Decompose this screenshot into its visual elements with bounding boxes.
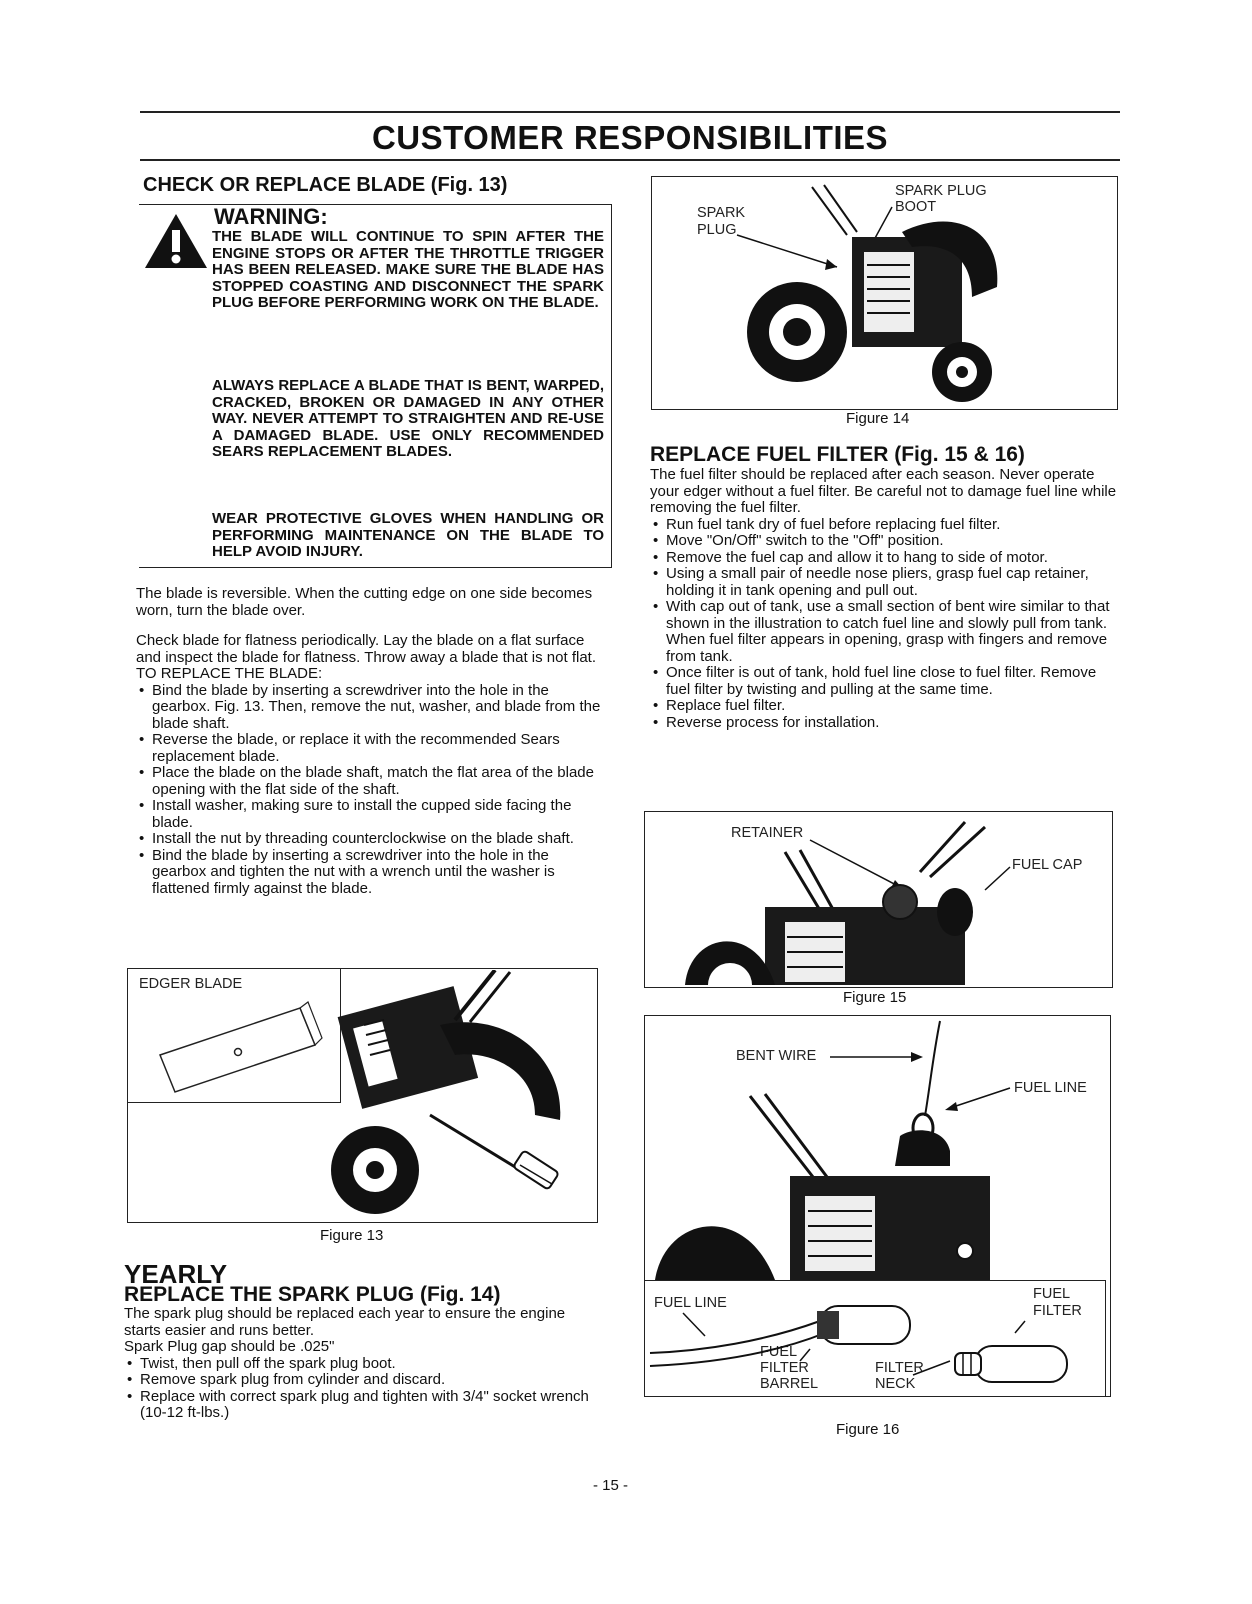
fuel-filter-instructions (650, 467, 1117, 731)
list-item: • Once filter is out of tank, hold fuel line close to fuel filter. Remove fuel filter by twisting and pulling at the same time. (650, 665, 1117, 698)
title-underline (140, 159, 1120, 161)
spark-plug-engine-illustration (652, 177, 1115, 407)
spark-plug-paragraph: The spark plug should be replaced each year to ensure the engine starts easier and runs better. (124, 1305, 566, 1339)
edger-blade-label: EDGER BLADE (139, 976, 243, 992)
inset-barrel-label: BARREL (760, 1376, 819, 1392)
replace-blade-subhead: TO REPLACE THE BLADE: (136, 665, 323, 682)
list-item: • Bind the blade by inserting a screwdriver into the hole in the gearbox and tighten the nut with a wrench until the washer is flattened firmly against the blade. (136, 848, 604, 898)
page-title: CUSTOMER RESPONSIBILITIES (371, 119, 889, 156)
fuel-filter-steps (650, 517, 1117, 732)
spark-plug-instructions (124, 1306, 604, 1422)
fuel-line-label: FUEL LINE (1014, 1080, 1087, 1096)
list-item: • Bind the blade by inserting a screwdriver into the hole in the gearbox. Fig. 13. Then, remove the nut, washer, and blade from the blade shaft. (136, 683, 604, 733)
figure-15-caption: Figure 15 (843, 989, 907, 1006)
inset-neck-label: NECK (875, 1376, 916, 1392)
figure-14-caption: Figure 14 (846, 410, 910, 427)
list-item: • With cap out of tank, use a small section of bent wire similar to that shown in the illustration to catch fuel line and slowly pull from tank. When fuel filter appears in opening, grasp with fingers and remove from tank. (650, 599, 1117, 665)
fuel-filter-paragraph: The fuel filter should be replaced after each season. Never operate your edger without a fuel filter. Be careful not to damage fuel line while removing the fuel filter. (650, 466, 1117, 516)
list-item: • Reverse the blade, or replace it with the recommended Sears replacement blade. (136, 732, 604, 765)
list-item: • Twist, then pull off the spark plug boot. (124, 1356, 604, 1373)
list-item: • Replace fuel filter. (650, 698, 1117, 715)
spark-plug-gap: Spark Plug gap should be .025" (124, 1338, 335, 1355)
figure-13-caption: Figure 13 (320, 1227, 384, 1244)
retainer-label: RETAINER (731, 825, 804, 841)
list-item: • Reverse process for installation. (650, 715, 1117, 732)
list-item: • Install washer, making sure to install the cupped side facing the blade. (136, 798, 604, 831)
list-item: • Run fuel tank dry of fuel before replacing fuel filter. (650, 517, 1117, 534)
page-number: - 15 - (593, 1477, 629, 1494)
blade-reversible-paragraph: The blade is reversible. When the cutting edge on one side becomes worn, turn the blade over. (136, 585, 593, 619)
spark-label: SPARK (697, 205, 746, 221)
inset-fuel-filter-label-top: FUEL (1033, 1286, 1071, 1302)
list-item: • Move "On/Off" switch to the "Off" position. (650, 533, 1117, 550)
inset-barrel-label-filter: FILTER (760, 1360, 809, 1376)
boot-label: BOOT (895, 199, 937, 215)
inset-fuel-line-label: FUEL LINE (654, 1295, 727, 1311)
inset-neck-label-filter: FILTER (875, 1360, 924, 1376)
list-item: • Using a small pair of needle nose pliers, grasp fuel cap retainer, holding it in tank opening and pull out. (650, 566, 1117, 599)
warning-title: WARNING: (214, 204, 328, 229)
edger-illustration (320, 970, 595, 1220)
list-item: • Remove the fuel cap and allow it to hang to side of motor. (650, 550, 1117, 567)
blade-flatness-paragraph: Check blade for flatness periodically. Lay the blade on a flat surface and inspect the blade for flatness. Throw away a blade that is not flat. (136, 632, 596, 666)
fuel-cap-illustration (645, 812, 1110, 985)
bent-wire-illustration (645, 1016, 1108, 1280)
top-rule (140, 111, 1120, 113)
inset-barrel-label-fuel: FUEL (760, 1344, 798, 1360)
list-item: • Replace with correct spark plug and tighten with 3/4" socket wrench (10-12 ft-lbs.) (124, 1389, 604, 1422)
edger-blade-illustration (150, 1000, 325, 1095)
fuel-cap-label: FUEL CAP (1012, 857, 1083, 873)
yearly-title: YEARLY (124, 1259, 228, 1289)
replace-blade-steps (136, 683, 604, 898)
list-item: • Place the blade on the blade shaft, match the flat area of the blade opening with the flat side of the shaft. (136, 765, 604, 798)
warning-paragraph-2: ALWAYS REPLACE A BLADE THAT IS BENT, WARPED, CRACKED, BROKEN OR DAMAGED IN ANY OTHER WAY. NEVER ATTEMPT TO STRAIGHTEN AND RE-USE A DAMAGED BLADE. USE ONLY RECOMMENDED SEARS REPLACEMENT BLADES. (212, 377, 604, 460)
inset-fuel-filter-label-top-2: FILTER (1033, 1303, 1082, 1319)
fuel-filter-detail-illustration (645, 1281, 1103, 1394)
plug-label: PLUG (697, 222, 737, 238)
spark-plug-boot-label: SPARK PLUG (895, 183, 987, 199)
spark-plug-heading: REPLACE THE SPARK PLUG (Fig. 14) (124, 1283, 501, 1306)
figure-16-caption: Figure 16 (836, 1421, 900, 1438)
warning-paragraph-3: WEAR PROTECTIVE GLOVES WHEN HANDLING OR PERFORMING MAINTENANCE ON THE BLADE TO HELP AVOID INJURY. (212, 510, 604, 560)
spark-plug-steps (124, 1356, 604, 1422)
blade-section-heading: CHECK OR REPLACE BLADE (Fig. 13) (143, 174, 508, 196)
list-item: • Remove spark plug from cylinder and discard. (124, 1372, 604, 1389)
warning-paragraph-1: THE BLADE WILL CONTINUE TO SPIN AFTER THE ENGINE STOPS OR AFTER THE THROTTLE TRIGGER HAS BEEN RELEASED. MAKE SURE THE BLADE HAS STOPPED COASTING AND DISCONNECT THE SPARK PLUG BEFORE PERFORMING WORK ON THE BLADE. (212, 228, 604, 311)
fuel-filter-heading: REPLACE FUEL FILTER (Fig. 15 & 16) (650, 443, 1025, 466)
blade-instructions (136, 586, 604, 897)
bent-wire-label: BENT WIRE (736, 1048, 817, 1064)
list-item: • Install the nut by threading counterclockwise on the blade shaft. (136, 831, 604, 848)
warning-triangle-icon (144, 212, 208, 270)
